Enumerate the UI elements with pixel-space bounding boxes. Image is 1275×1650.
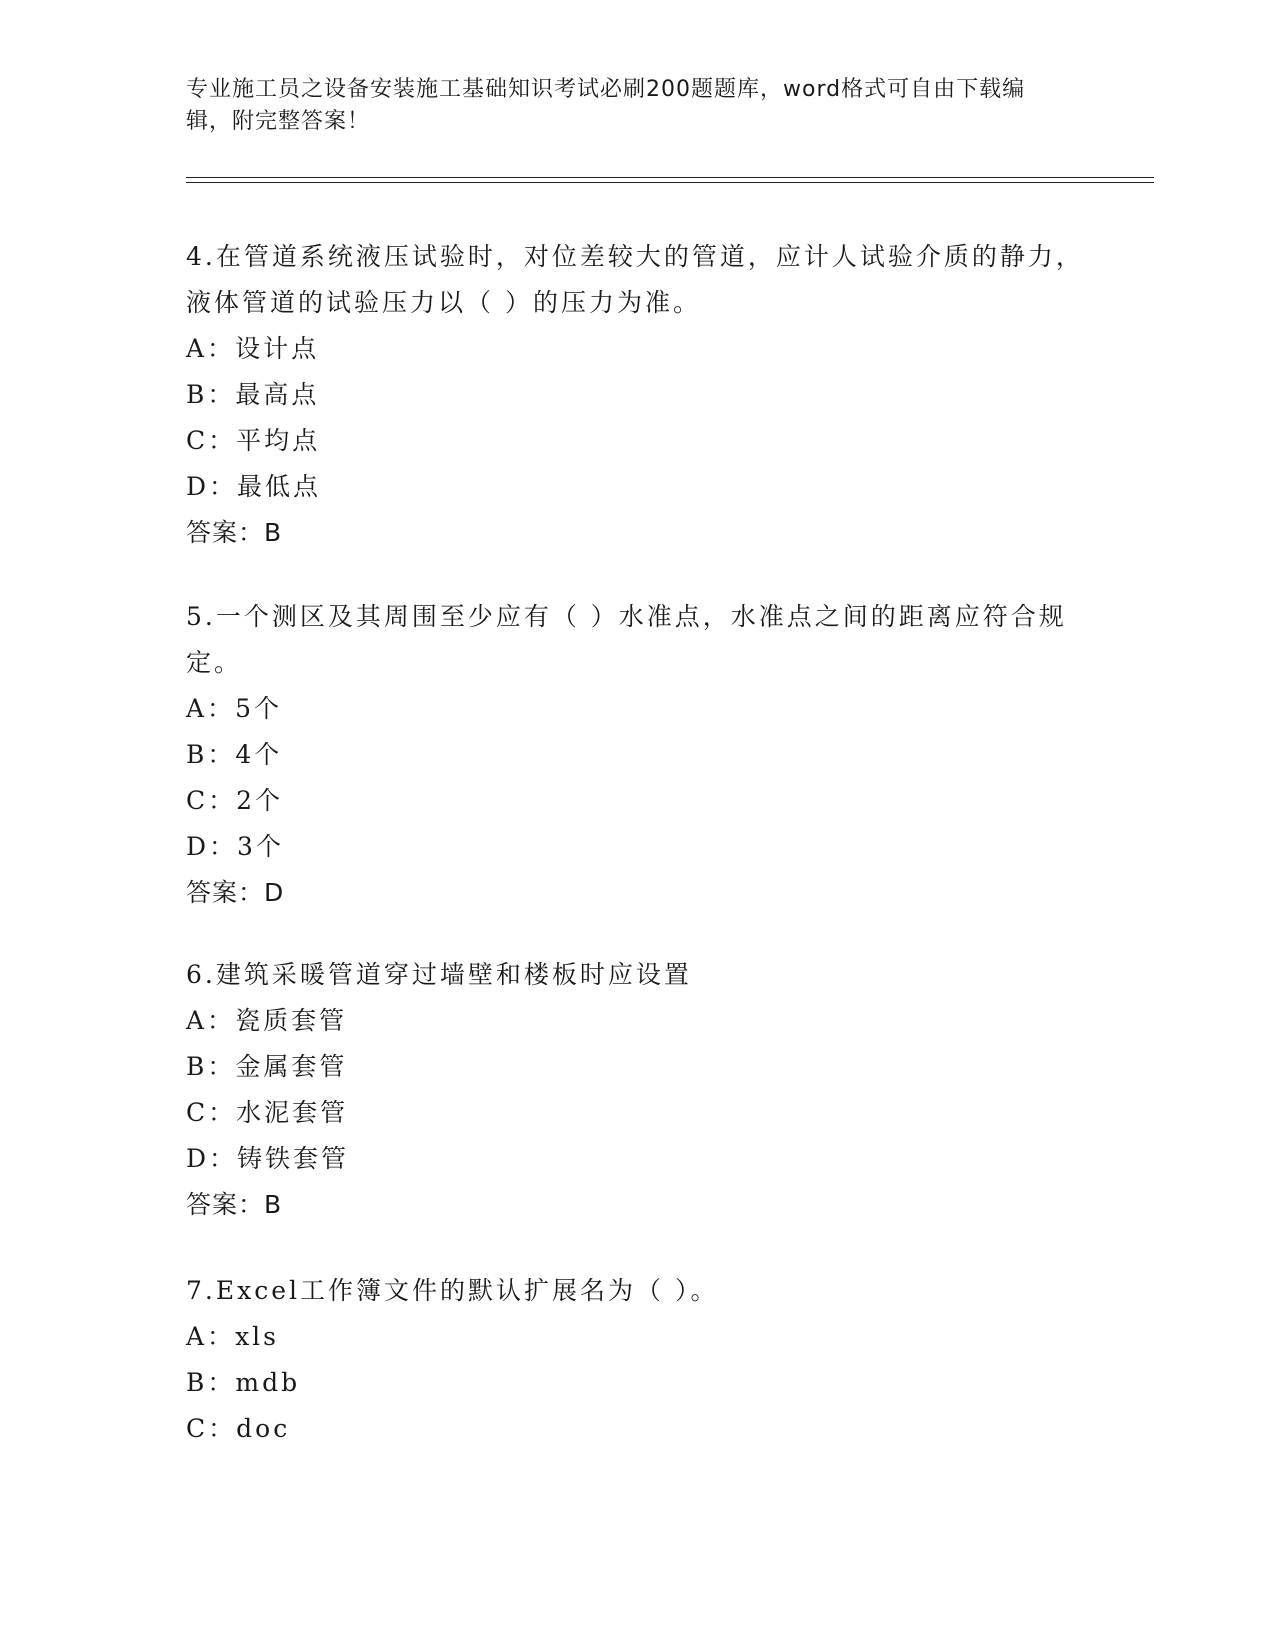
option-key: A：: [186, 694, 236, 723]
option-b: [186, 1360, 1086, 1406]
option-c: [186, 1090, 1086, 1136]
option-text: 平均点: [236, 426, 321, 455]
option-key: D：: [186, 472, 238, 501]
option-key: C：: [186, 786, 237, 815]
option-d: [186, 464, 1086, 510]
option-key: B：: [186, 380, 236, 409]
header-rule-bottom: [186, 182, 1154, 183]
option-text: 5个: [235, 694, 282, 723]
option-text: 铸铁套管: [237, 1144, 350, 1173]
option-key: B：: [186, 1368, 236, 1397]
option-a: [186, 1314, 1086, 1360]
option-key: A：: [186, 1006, 236, 1035]
option-text: mdb: [235, 1368, 301, 1397]
option-text: 2个: [236, 786, 284, 815]
question-4: [186, 234, 1086, 556]
option-text: 最高点: [235, 380, 320, 409]
option-c: [186, 418, 1086, 464]
question-5: [186, 594, 1086, 916]
option-text: 瓷质套管: [235, 1006, 348, 1035]
question-stem: 7.Excel工作簿文件的默认扩展名为（ ）。: [186, 1276, 719, 1305]
option-key: B：: [186, 1052, 236, 1081]
option-key: B：: [186, 740, 236, 769]
option-text: xls: [235, 1322, 279, 1351]
option-a: [186, 686, 1086, 732]
answer-line: 答案：B: [186, 518, 283, 547]
header-rule-top: [186, 177, 1154, 178]
option-text: 金属套管: [235, 1052, 348, 1081]
option-c: [186, 778, 1086, 824]
option-c: [186, 1406, 1086, 1452]
option-b: [186, 372, 1086, 418]
question-7: [186, 1268, 1086, 1452]
option-key: C：: [186, 426, 237, 455]
option-text: 水泥套管: [236, 1098, 349, 1127]
option-b: [186, 732, 1086, 778]
document-header: 专业施工员之设备安装施工基础知识考试必刷200题题库，word格式可自由下载编辑，附完整答案！: [186, 77, 1026, 134]
option-key: C：: [186, 1414, 237, 1443]
option-a: [186, 998, 1086, 1044]
option-text: 最低点: [237, 472, 322, 501]
question-6: [186, 952, 1086, 1228]
answer-line: 答案：D: [186, 878, 285, 907]
option-text: 4个: [235, 740, 283, 769]
question-stem: 6.建筑采暖管道穿过墙壁和楼板时应设置: [186, 960, 692, 989]
option-key: A：: [186, 1322, 236, 1351]
option-key: D：: [186, 832, 238, 861]
option-text: doc: [236, 1414, 291, 1443]
option-d: [186, 1136, 1086, 1182]
option-key: D：: [186, 1144, 238, 1173]
question-stem: 5.一个测区及其周围至少应有（ ）水准点，水准点之间的距离应符合规定。: [186, 602, 1067, 677]
option-d: [186, 824, 1086, 870]
option-b: [186, 1044, 1086, 1090]
option-text: 设计点: [235, 334, 320, 363]
option-a: [186, 326, 1086, 372]
option-key: C：: [186, 1098, 237, 1127]
answer-line: 答案：B: [186, 1190, 283, 1219]
option-text: 3个: [237, 832, 284, 861]
question-stem: 4.在管道系统液压试验时，对位差较大的管道，应计人试验介质的静力，液体管道的试验压力以（ ）的压力为准。: [186, 242, 1084, 317]
option-key: A：: [186, 334, 236, 363]
